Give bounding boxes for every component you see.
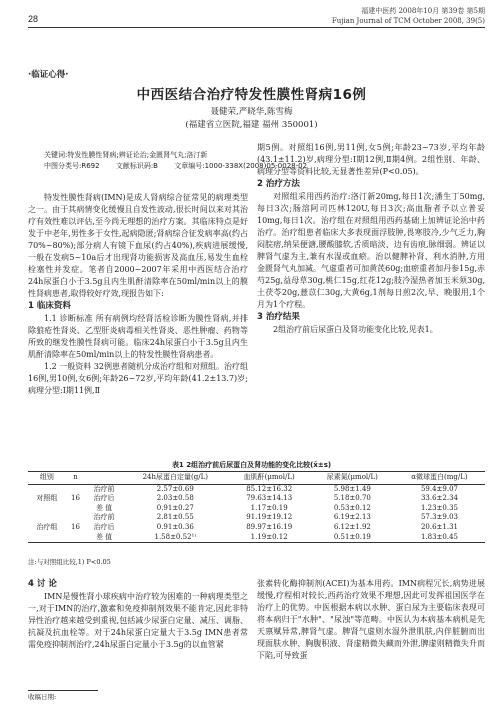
table-cell: 2.81±0.55	[156, 513, 194, 522]
keywords: 关键词:特发性膜性肾病;辨证论治;金匮肾气丸;洛汀新	[44, 151, 208, 159]
footnote-rule	[28, 690, 98, 691]
document-code: 文献标识码:B	[115, 162, 158, 170]
subsection-body: 32例患者随机分成治疗组和对照组。治疗组16例,男10例,女6例;年龄26~72岁,平均年龄(41.2±13.7)岁;病理分型:Ⅰ期11例,Ⅱ	[28, 362, 248, 395]
affiliation: (福建省立医院,福建 福州 350001)	[185, 120, 318, 130]
table-header-cell	[85, 472, 123, 485]
section-heading-results: 3 治疗结果	[257, 312, 300, 322]
page-number: 28	[28, 14, 39, 24]
right-column	[257, 142, 485, 336]
table-cell: 0.91±0.27	[156, 503, 194, 512]
table-header-cell: 尿素氮(μmol/L)	[311, 472, 394, 485]
intro-paragraph: 特发性膜性肾病(IMN)是成人肾病综合征常见的病理类型之一。由于其病情变化缓慢且自发性波动,很长时间以来对其治疗有效性难以评估,至今尚无理想的治疗方案。其临床特点是好发于中老年,男性多于女性,起病隐匿;肾病综合征发病率高(约占70%~80%);部分病人有镜下血尿(约占40%),疾病进展缓慢,一般在发病5~10a后才出现肾功能损害及高血压,易发生血栓栓塞性并发症。笔者自2000~2007年采用中西医结合治疗24h尿蛋白小于3.5g且内生肌酐清除率在50ml/min以上的膜性肾病患者,取得较好疗效,现报告如下:	[28, 193, 248, 298]
table-cell: 1.58±0.52¹⁾	[123, 533, 228, 543]
table-cell	[66, 484, 85, 494]
discussion-left	[28, 578, 248, 651]
table-cell: 2.57±0.69	[156, 484, 194, 493]
table-cell: 治疗前	[93, 484, 115, 493]
left-column	[28, 192, 248, 397]
subsection-body: 所有病例均经肾活检诊断为膜性肾病,并排除狼疮性肾炎、乙型肝炎病毒相关性肾炎、恶性肿瘤、药物等所致的继发性膜性肾病可能。临床24h尿蛋白小于3.5g且内生肌酐清除率在50ml/min以上的特发性膜性肾病患者。	[28, 314, 249, 359]
table-cell: 5.98±1.49	[333, 484, 371, 493]
table-cell: 79.63±14.13	[246, 494, 293, 503]
table-cell: 91.19±19.12	[246, 513, 293, 522]
section-heading-clinical: 1 临床资料	[28, 301, 71, 311]
table-cell: 57.3±9.03	[420, 513, 458, 522]
clc-number: 中图分类号:R692	[44, 162, 100, 170]
table-cell: 6.19±2.13	[333, 513, 371, 522]
table-note: 注:与对照组比较,1) P<0.05	[28, 558, 111, 566]
table-cell: 20.6±1.31	[420, 522, 458, 531]
journal-name-en: Fujian Journal of TCM October 2008, 39(5)	[331, 17, 485, 25]
table-cell: 1.19±0.12	[228, 533, 311, 543]
table-header-cell: 组别	[28, 472, 66, 485]
section-heading-treatment: 2 治疗方法	[257, 179, 300, 189]
table-row	[28, 523, 485, 533]
article-number: 文章编号:1000-338X(2008)05-0028-02	[174, 162, 308, 170]
table-row	[28, 494, 485, 504]
table-cell: 85.12±16.32	[246, 484, 293, 493]
table-header-cell: 血肌酐(μmol/L)	[228, 472, 311, 485]
journal-header	[332, 6, 485, 26]
table-header-cell: 24h尿蛋白定量(g/L)	[123, 472, 228, 485]
table-cell	[66, 513, 85, 523]
table-cell: 6.12±1.92	[333, 522, 371, 531]
table-cell: 5.18±0.70	[333, 494, 371, 503]
table-cell	[28, 533, 66, 543]
table-cell: 1.83±0.45	[394, 533, 485, 543]
table-cell: 0.53±0.12	[333, 503, 371, 512]
table-cell: 1.17±0.19	[250, 503, 288, 512]
subsection-title: 1.2 一般资料	[44, 362, 92, 371]
general-data-paragraph	[28, 361, 248, 397]
diagnosis-paragraph	[28, 313, 248, 361]
table-cell: 89.97±16.19	[246, 522, 293, 531]
table-cell: 差 值	[85, 533, 123, 543]
table-cell: 1.23±0.35	[420, 503, 458, 512]
table-header-cell: α微球蛋白(mg/L)	[394, 472, 485, 485]
table-cell: 2.03±0.58	[156, 494, 194, 503]
table-cell: 治疗后	[93, 494, 115, 503]
journal-name-cn: 福建中医药 2008年10月 第39卷 第5期	[361, 7, 485, 15]
table-cell	[66, 504, 85, 514]
header-rule	[28, 27, 485, 28]
table-cell: 59.4±9.07	[420, 484, 458, 493]
table-cell	[28, 504, 66, 514]
table-cell	[28, 484, 66, 494]
table-cell: 0.91±0.36	[156, 522, 194, 531]
table-row	[28, 504, 485, 514]
table-header-row	[28, 472, 485, 485]
continued-paragraph: 期5例。对照组16例,男11例,女5例;年龄23~73岁,平均年龄(43.1±11.2)岁,病理分型:Ⅰ期12例,Ⅱ期4例。2组性别、年龄、病理分型等资料比较,无显著性差异(P<0.05)。	[257, 143, 485, 176]
discussion-right: 张素转化酶抑制剂(ACEI)为基本用药。IMN病程冗长,病势进展缓慢,疗程相对较长,西药治疗效果不理想,因此可发挥祖国医学在治疗上的优势。中医根据本病以水肿、蛋白尿为主要临床表现可将本病归于"水肿"、"尿浊"等范畴。中医认为本病基本病机是先天禀赋异常,脾肾气虚。脾肾气虚则水湿外泄肌肤,内伴脏腑而出现面肤水肿、胸腹积液、肾虚精微失藏而外泄,脾虚则精微失升而下陷,可导致蛋	[257, 579, 485, 660]
table-cell: 差 值	[95, 503, 113, 512]
received-date: 收稿日期:	[28, 693, 57, 701]
table-cell	[28, 513, 66, 523]
table-cell: 33.6±2.34	[420, 494, 458, 503]
table-row	[28, 513, 485, 523]
article-title: 中西医结合治疗特发性膜性肾病16例	[136, 87, 367, 103]
table-cell: 治疗前	[93, 513, 115, 522]
table-cell: 对照组	[36, 494, 58, 503]
table-caption: 表1 2组治疗前后尿蛋白及肾功能的变化比较(x̄±s)	[171, 461, 332, 469]
subsection-title: 1.1 诊断标准	[44, 314, 93, 323]
section-heading-discussion: 4 讨 论	[28, 579, 57, 589]
authors: 聂健荣,严晓华,陈雪梅	[210, 107, 293, 117]
treatment-paragraph: 对照组采用西药治疗:洛汀新20mg,每日1次;潘生丁50mg,每日3次;肠溶阿司匹林120U,每日3次;高血脂者予以立普妥10mg,每日1次。治疗组在对照组用西药基础上加辨证论治中药治疗。治疗组患者临床大多表现面浮肢肿,畏寒肢冷,少气乏力,胸闷脘痞,纳呆便溏,腰酸膝软,舌质暗淡、边有齿痕,脉细弱。辨证以脾肾气虚为主,兼有水湿或血瘀。治以健脾补肾、利水消肿,方用金匮肾气丸加减。气虚重者可加黄芪60g;血瘀重者加丹参15g,赤芍25g,益母草30g,桃仁15g,红花12g;肢冷湿热者加玉米须30g,土茯苓20g,薏苡仁30g,大黄6g,1剂每日煎2次,早、晚服用,1个月为1个疗程。	[257, 192, 485, 309]
table-cell: 16	[71, 494, 80, 503]
table-cell: 16	[71, 522, 80, 531]
table-cell: 治疗组	[36, 522, 58, 531]
table-header-cell: n	[66, 472, 85, 485]
table-row	[28, 484, 485, 494]
table-cell	[66, 533, 85, 543]
discussion-paragraph: IMN是慢性肾小球疾病中治疗较为困难的一种病理类型之一,对于IMN的治疗,激素和免疫抑制剂效果不能肯定,因此非特异性治疗越来越受到重视,包括减少尿蛋白定量、减压、调脂、抗凝及抗血栓等。对于24h尿蛋白定量大于3.5g IMN患者常需免疫抑制剂治疗,24h尿蛋白定量小于3.5g的以血管紧	[28, 592, 248, 649]
column-label: ·临证心得·	[28, 70, 69, 80]
results-paragraph: 2组治疗前后尿蛋白及肾功能变化比较,见表1。	[273, 325, 438, 334]
results-table	[28, 471, 485, 543]
table-cell: 治疗后	[93, 522, 115, 531]
table-row	[28, 533, 485, 543]
table-cell: 0.51±0.19	[311, 533, 394, 543]
